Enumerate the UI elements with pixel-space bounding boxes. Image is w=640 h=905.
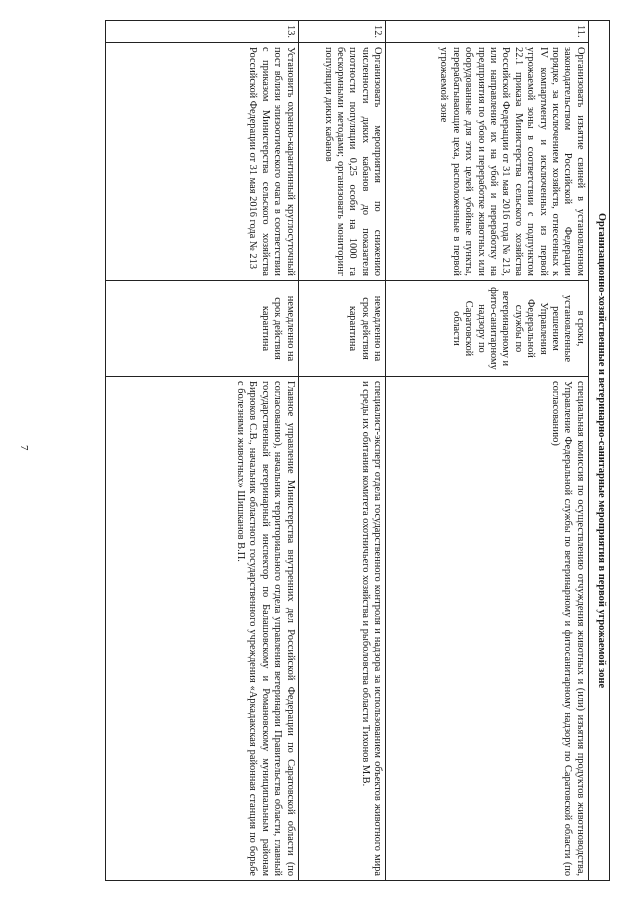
term-cell: в сроки, установленные решением Управления Федеральной службы по ветеринарному и фито-санитарному надзору по Саратовской области [386,281,589,377]
responsible-cell: специальная комиссия по осуществлению отчуждения животных и (или) изъятия продуктов животноводства, Управление Федеральной службы по ветеринарному и фитосанитарному надзору по Саратовской области (по согласованию) [386,377,589,881]
responsible-cell: Главное управление Министерства внутренних дел Российской Федерации по Саратовской области (по согласованию), начальник территориального отдела управления ветеринарии Правительства области, главный государственный ветеринарный инспектор по Балашовскому и Романовскому муниципальным районам Бирюков С.В., начальник областного государственного учреждения «Аркадакская районная станция по борьбе с болезнями животных» Шишканов В.П. [106,377,299,881]
row-number: 13. [106,21,299,43]
rotated-page-content [105,20,610,880]
measure-cell: Организовать мероприятия по снижению численности диких кабанов до показателя плотности популяции 0,25 особи на 1000 га бескормными методами; организовать мониторинг популяции диких кабанов [298,43,386,281]
measure-cell: Установить охранно-карантинный круглосуточный пост вблизи эпизоотического очага в соответствии с приказом Министерства сельского хозяйства Российской Федерации от 31 мая 2016 года № 213 [106,43,299,281]
row-number: 11. [386,21,589,43]
table-row [106,21,299,881]
term-cell: немедленно на срок действия карантина [298,281,386,377]
table-row [386,21,589,881]
section-title: Организационно-хозяйственные и ветеринарно-санитарные мероприятия в первой угрожаемой зоне [588,21,609,881]
term-cell: немедленно на срок действия карантина [106,281,299,377]
page-number: 7 [18,445,30,451]
row-number: 12. [298,21,386,43]
measure-cell: Организовать изъятие свиней в установленном законодательством Российской Федерации порядке, за исключением хозяйств, отнесенных к IV компартменту и исключенных из первой угрожаемой зоны в соответствии с подпунктом 22.1 приказа Министерства сельского хозяйства Российской Федерации от 31 мая 2016 года № 213, или направление их на убой и переработку на предприятия по убою и переработке животных или оборудованные для этих целей убойные пункты, перерабатывающие цеха, расположенные в первой угрожаемой зоне [386,43,589,281]
section-header-row [588,21,609,881]
responsible-cell: специалист-эксперт отдела государственного контроля и надзора за использованием объектов животного мира и среды их обитания комитета охотничьего хозяйства и рыболовства области Тихонов М.В. [298,377,386,881]
table-row [298,21,386,881]
measures-table [105,20,610,881]
